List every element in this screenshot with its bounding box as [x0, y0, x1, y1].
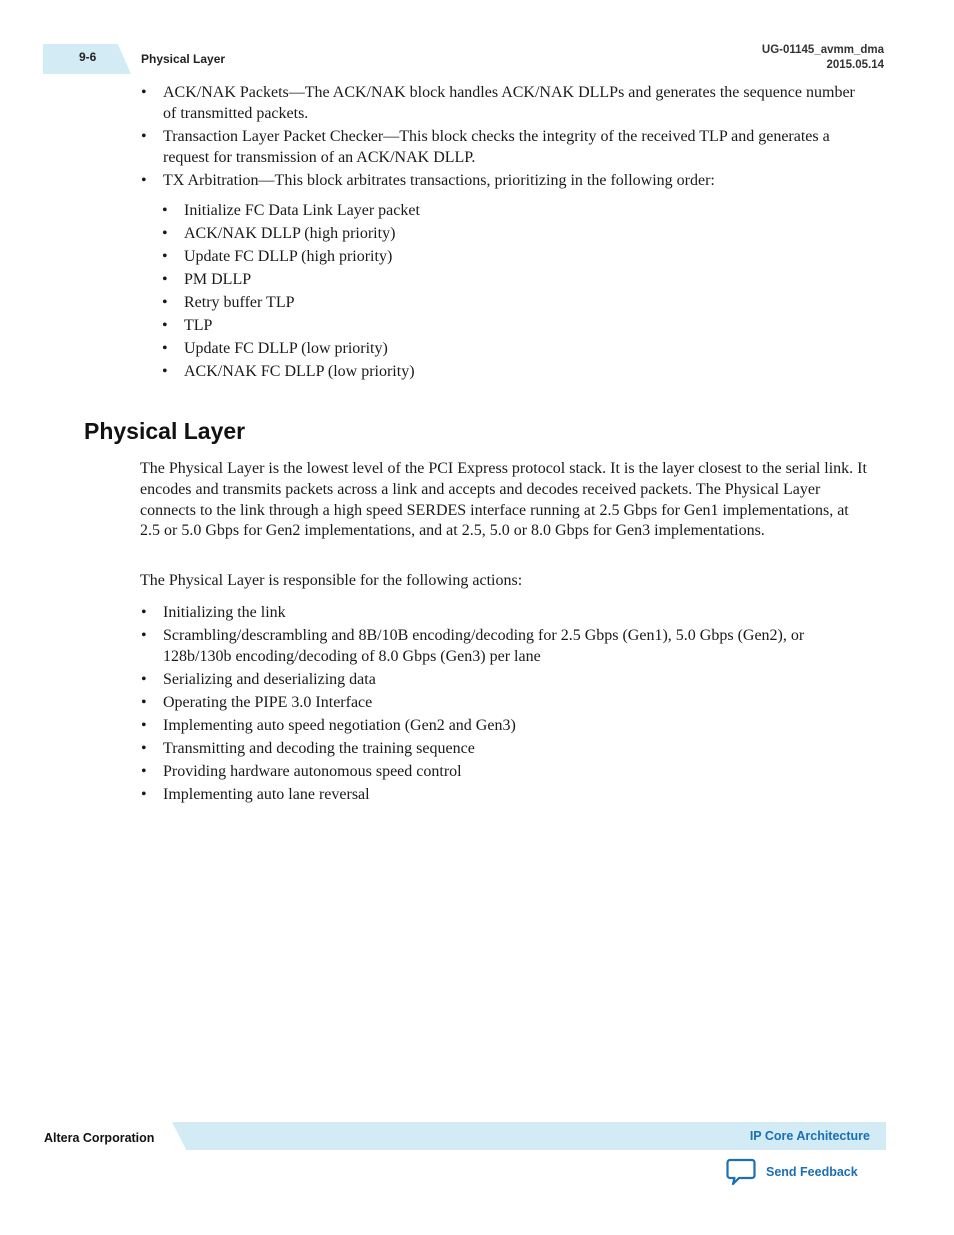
list-item: • Providing hardware autonomous speed control — [141, 763, 462, 780]
list-item: • Transmitting and decoding the training sequence — [141, 740, 475, 757]
list-item: • Initializing the link — [141, 604, 286, 621]
page-number: 9-6 — [79, 50, 97, 64]
list-item: • Implementing auto speed negotiation (Gen2 and Gen3) — [141, 717, 516, 734]
section-paragraph-1: The Physical Layer is the lowest level of the PCI Express protocol stack. It is the layer closest to the serial link. It encodes and transmits packets across a link and accepts and decodes received packets. The Physical Layer connects to the link through a high speed SERDES interface running at 2.5 Gbps for Gen1 implementations, at 2.5 or 5.0 Gbps for Gen2 implementations, and at 2.5, 5.0 or 8.0 Gbps for Gen3 implementations. — [140, 460, 867, 540]
list-item: • Retry buffer TLP — [162, 294, 295, 311]
list-item: • Update FC DLLP (low priority) — [162, 340, 388, 357]
doc-date: 2015.05.14 — [826, 59, 884, 71]
footer-company: Altera Corporation — [44, 1131, 155, 1145]
list-item: • TX Arbitration—This block arbitrates transactions, prioritizing in the following order: — [141, 172, 715, 189]
data-link-layer-list — [141, 82, 866, 193]
header-section-title: Physical Layer — [141, 52, 226, 66]
list-item: • Update FC DLLP (high priority) — [162, 248, 393, 265]
doc-id: UG-01145_avmm_dma — [761, 44, 884, 56]
list-item: • PM DLLP — [162, 271, 252, 288]
physical-layer-actions-list — [141, 602, 866, 807]
list-item: • ACK/NAK FC DLLP (low priority) — [162, 363, 415, 380]
list-item: • Transaction Layer Packet Checker—This block checks the integrity of the received TLP and generates a request for transmission of an ACK/NAK DLLP. — [141, 128, 830, 166]
list-item: • Serializing and deserializing data — [141, 671, 376, 688]
header-doc-info — [762, 43, 884, 73]
footer-section-link[interactable]: IP Core Architecture — [749, 1129, 870, 1143]
list-item: • Initialize FC Data Link Layer packet — [162, 202, 420, 219]
list-item: • Implementing auto lane reversal — [141, 786, 370, 803]
speech-bubble-icon — [726, 1158, 756, 1186]
list-item: • Scrambling/descrambling and 8B/10B encoding/decoding for 2.5 Gbps (Gen1), 5.0 Gbps (Gen2), or 128b/130b encoding/decoding of 8.0 Gbps (Gen3) per lane — [141, 627, 805, 665]
tx-arbitration-priority-list — [162, 200, 862, 384]
send-feedback-link[interactable] — [726, 1158, 858, 1186]
send-feedback-label: Send Feedback — [766, 1165, 858, 1179]
list-item: • ACK/NAK Packets—The ACK/NAK block handles ACK/NAK DLLPs and generates the sequence number of transmitted packets. — [141, 84, 855, 122]
section-paragraph-2: The Physical Layer is responsible for the following actions: — [140, 572, 523, 589]
list-item: • ACK/NAK DLLP (high priority) — [162, 225, 396, 242]
section-heading: Physical Layer — [84, 418, 246, 444]
list-item: • Operating the PIPE 3.0 Interface — [141, 694, 373, 711]
list-item: • TLP — [162, 317, 213, 334]
